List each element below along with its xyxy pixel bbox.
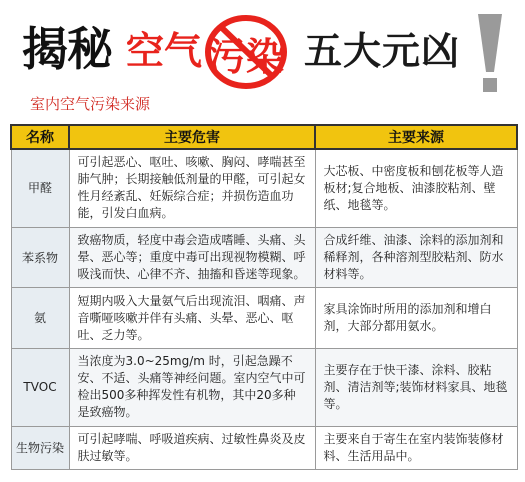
prohibition-stamp bbox=[202, 12, 290, 92]
table-row bbox=[11, 288, 517, 349]
row-source: 家具涂饰时所用的添加剂和增白剂，大部分都用氨水。 bbox=[315, 288, 517, 349]
row-name: 苯系物 bbox=[11, 227, 69, 288]
row-harm: 当浓度为3.0~25mg/m 时，引起急躁不安、不适、头痛等神经问题。室内空气中可检出500多种挥发性有机物，其中20多种是致癌物。 bbox=[69, 348, 315, 426]
table-header-row bbox=[11, 125, 517, 149]
table-row bbox=[11, 348, 517, 426]
row-source: 主要存在于快干漆、涂料、胶粘剂、清洁剂等;装饰材料家具、地毯等。 bbox=[315, 348, 517, 426]
row-harm: 可引起哮喘、呼吸道疾病、过敏性鼻炎及皮肤过敏等。 bbox=[69, 426, 315, 469]
row-harm: 致癌物质，轻度中毒会造成嗜睡、头痛、头晕、恶心等；重度中毒可出现视物模糊、呼吸浅而快、心律不齐、抽搐和昏迷等现象。 bbox=[69, 227, 315, 288]
row-name: 生物污染 bbox=[11, 426, 69, 469]
table-row bbox=[11, 426, 517, 469]
header-harm: 主要危害 bbox=[69, 125, 315, 149]
exclamation-icon bbox=[470, 14, 510, 96]
pollution-table bbox=[10, 124, 518, 470]
row-name: TVOC bbox=[11, 348, 69, 426]
row-harm: 短期内吸入大量氨气后出现流泪、咽痛、声音嘶哑咳嗽并伴有头痛、头晕、恶心、呕吐、乏力等。 bbox=[69, 288, 315, 349]
row-source: 合成纤维、油漆、涂料的添加剂和稀释剂，各种溶剂型胶粘剂、防水材料等。 bbox=[315, 227, 517, 288]
headline-part-1: 揭秘 bbox=[22, 22, 112, 76]
stamp-text: 污染 bbox=[208, 35, 285, 79]
table-row bbox=[11, 149, 517, 227]
subtitle: 室内空气污染来源 bbox=[30, 95, 151, 113]
headline bbox=[22, 18, 502, 90]
row-name: 甲醛 bbox=[11, 149, 69, 227]
row-source: 主要来自于寄生在室内装饰装修材料、生活用品中。 bbox=[315, 426, 517, 469]
headline-part-2: 空气 bbox=[126, 29, 203, 73]
header-name: 名称 bbox=[11, 125, 69, 149]
table-row bbox=[11, 227, 517, 288]
row-harm: 可引起恶心、呕吐、咳嗽、胸闷、哮喘甚至肺气肿；长期接触低剂量的甲醛，可引起女性月经紊乱、妊娠综合症；并损伤造血功能，引发白血病。 bbox=[69, 149, 315, 227]
header-source: 主要来源 bbox=[315, 125, 517, 149]
row-source: 大芯板、中密度板和刨花板等人造板材;复合地板、油漆胶粘剂、壁纸、地毯等。 bbox=[315, 149, 517, 227]
headline-part-3: 五大元凶 bbox=[304, 29, 461, 73]
row-name: 氨 bbox=[11, 288, 69, 349]
